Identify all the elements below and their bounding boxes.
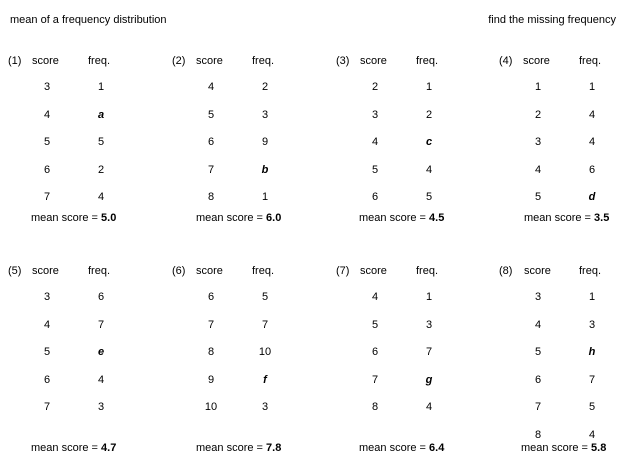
problem-number: (8) — [499, 265, 513, 277]
score-value: 7 — [207, 318, 215, 331]
score-value: 10 — [204, 401, 218, 413]
problem-1 — [8, 55, 158, 255]
score-value: 6 — [371, 191, 379, 203]
problem-3 — [336, 55, 486, 255]
mean-score-value: 6.0 — [266, 212, 282, 224]
frequency-value: 7 — [97, 318, 105, 331]
score-value: 2 — [371, 81, 379, 93]
score-value: 6 — [43, 163, 51, 176]
score-column-header: score — [196, 265, 223, 277]
frequency-value: 2 — [97, 163, 105, 176]
mean-score — [359, 212, 444, 224]
score-value: 7 — [371, 373, 379, 386]
score-column-header: score — [196, 55, 223, 67]
freq-column-header: freq. — [416, 265, 439, 277]
score-value: 4 — [534, 163, 542, 176]
problem-8 — [499, 265, 639, 465]
score-value: 7 — [43, 191, 51, 203]
problem-7 — [336, 265, 486, 465]
mean-score-value: 5.8 — [591, 442, 607, 454]
freq-column-header: freq. — [579, 265, 602, 277]
score-value: 5 — [534, 346, 542, 358]
missing-frequency: g — [425, 373, 433, 386]
frequency-value: 1 — [425, 81, 433, 93]
freq-column-header: freq. — [252, 265, 275, 277]
score-value: 7 — [207, 163, 215, 176]
frequency-value: 1 — [261, 191, 269, 203]
mean-score-value: 6.4 — [429, 442, 445, 454]
missing-frequency: c — [425, 136, 433, 148]
mean-score — [196, 442, 281, 454]
score-value: 9 — [207, 373, 215, 386]
score-value: 5 — [534, 191, 542, 203]
frequency-value: 4 — [97, 191, 105, 203]
frequency-value: 4 — [425, 163, 433, 176]
score-value: 8 — [534, 428, 542, 441]
mean-score-label: mean score = — [31, 442, 98, 454]
score-column-header: score — [32, 265, 59, 277]
score-column-header: score — [523, 55, 550, 67]
score-value: 5 — [43, 346, 51, 358]
freq-column-header: freq. — [88, 265, 111, 277]
score-value: 8 — [207, 346, 215, 358]
mean-score — [524, 212, 609, 224]
missing-frequency: e — [97, 346, 105, 358]
frequency-value: 1 — [425, 291, 433, 303]
missing-frequency: f — [263, 373, 267, 386]
missing-frequency: a — [97, 108, 105, 121]
score-value: 5 — [207, 108, 215, 121]
missing-frequency: h — [588, 346, 596, 358]
score-value: 4 — [207, 81, 215, 93]
frequency-value: 4 — [588, 428, 596, 441]
frequency-value: 3 — [261, 401, 269, 413]
worksheet-instruction: find the missing frequency — [488, 14, 616, 26]
score-value: 5 — [371, 163, 379, 176]
mean-score-value: 7.8 — [266, 442, 282, 454]
frequency-value: 3 — [97, 401, 105, 413]
frequency-value: 5 — [97, 136, 105, 148]
score-value: 4 — [43, 318, 51, 331]
mean-score-value: 5.0 — [101, 212, 117, 224]
score-value: 7 — [534, 401, 542, 413]
mean-score-label: mean score = — [521, 442, 588, 454]
missing-frequency: d — [588, 191, 596, 203]
score-value: 3 — [43, 81, 51, 93]
score-value: 6 — [43, 373, 51, 386]
missing-frequency: b — [261, 163, 269, 176]
mean-score-value: 4.7 — [101, 442, 117, 454]
score-value: 8 — [207, 191, 215, 203]
score-value: 3 — [534, 136, 542, 148]
score-value: 5 — [43, 136, 51, 148]
mean-score-label: mean score = — [31, 212, 98, 224]
mean-score-value: 3.5 — [594, 212, 610, 224]
frequency-value: 7 — [261, 318, 269, 331]
score-value: 4 — [371, 291, 379, 303]
problem-number: (4) — [499, 55, 513, 67]
score-column-header: score — [524, 265, 551, 277]
frequency-value: 3 — [425, 318, 433, 331]
mean-score — [196, 212, 281, 224]
frequency-value: 1 — [97, 81, 105, 93]
mean-score-label: mean score = — [359, 442, 426, 454]
score-column-header: score — [360, 55, 387, 67]
mean-score — [31, 212, 116, 224]
frequency-value: 3 — [261, 108, 269, 121]
frequency-value: 7 — [425, 346, 433, 358]
freq-column-header: freq. — [88, 55, 111, 67]
score-value: 2 — [534, 108, 542, 121]
score-value: 4 — [43, 108, 51, 121]
score-value: 3 — [534, 291, 542, 303]
score-value: 4 — [371, 136, 379, 148]
problem-6 — [172, 265, 322, 465]
frequency-value: 5 — [425, 191, 433, 203]
frequency-value: 4 — [588, 108, 596, 121]
freq-column-header: freq. — [416, 55, 439, 67]
frequency-value: 6 — [97, 291, 105, 303]
frequency-value: 4 — [97, 373, 105, 386]
frequency-value: 4 — [425, 401, 433, 413]
mean-score — [359, 442, 444, 454]
problem-number: (7) — [336, 265, 350, 277]
mean-score-label: mean score = — [524, 212, 591, 224]
frequency-value: 2 — [261, 81, 269, 93]
score-value: 3 — [43, 291, 51, 303]
score-value: 1 — [534, 81, 542, 93]
score-value: 6 — [207, 291, 215, 303]
frequency-value: 10 — [258, 346, 272, 358]
problem-4 — [499, 55, 639, 255]
frequency-value: 5 — [588, 401, 596, 413]
freq-column-header: freq. — [252, 55, 275, 67]
problem-number: (5) — [8, 265, 22, 277]
frequency-value: 1 — [588, 81, 596, 93]
mean-score-label: mean score = — [196, 212, 263, 224]
score-value: 6 — [371, 346, 379, 358]
score-column-header: score — [32, 55, 59, 67]
frequency-value: 4 — [588, 136, 596, 148]
mean-score — [31, 442, 116, 454]
score-value: 5 — [371, 318, 379, 331]
score-value: 6 — [534, 373, 542, 386]
problem-number: (2) — [172, 55, 186, 67]
frequency-value: 9 — [261, 136, 269, 148]
frequency-value: 6 — [588, 163, 596, 176]
problem-5 — [8, 265, 158, 465]
score-value: 8 — [371, 401, 379, 413]
problem-number: (1) — [8, 55, 22, 67]
frequency-value: 1 — [588, 291, 596, 303]
problem-2 — [172, 55, 322, 255]
frequency-value: 3 — [588, 318, 596, 331]
worksheet-title: mean of a frequency distribution — [10, 14, 167, 26]
frequency-value: 2 — [425, 108, 433, 121]
mean-score-label: mean score = — [359, 212, 426, 224]
score-value: 6 — [207, 136, 215, 148]
frequency-value: 7 — [588, 373, 596, 386]
score-value: 4 — [534, 318, 542, 331]
score-value: 3 — [371, 108, 379, 121]
mean-score-label: mean score = — [196, 442, 263, 454]
mean-score-value: 4.5 — [429, 212, 445, 224]
score-value: 7 — [43, 401, 51, 413]
freq-column-header: freq. — [579, 55, 602, 67]
score-column-header: score — [360, 265, 387, 277]
problem-number: (3) — [336, 55, 350, 67]
frequency-value: 5 — [261, 291, 269, 303]
mean-score — [521, 442, 606, 454]
problem-number: (6) — [172, 265, 186, 277]
